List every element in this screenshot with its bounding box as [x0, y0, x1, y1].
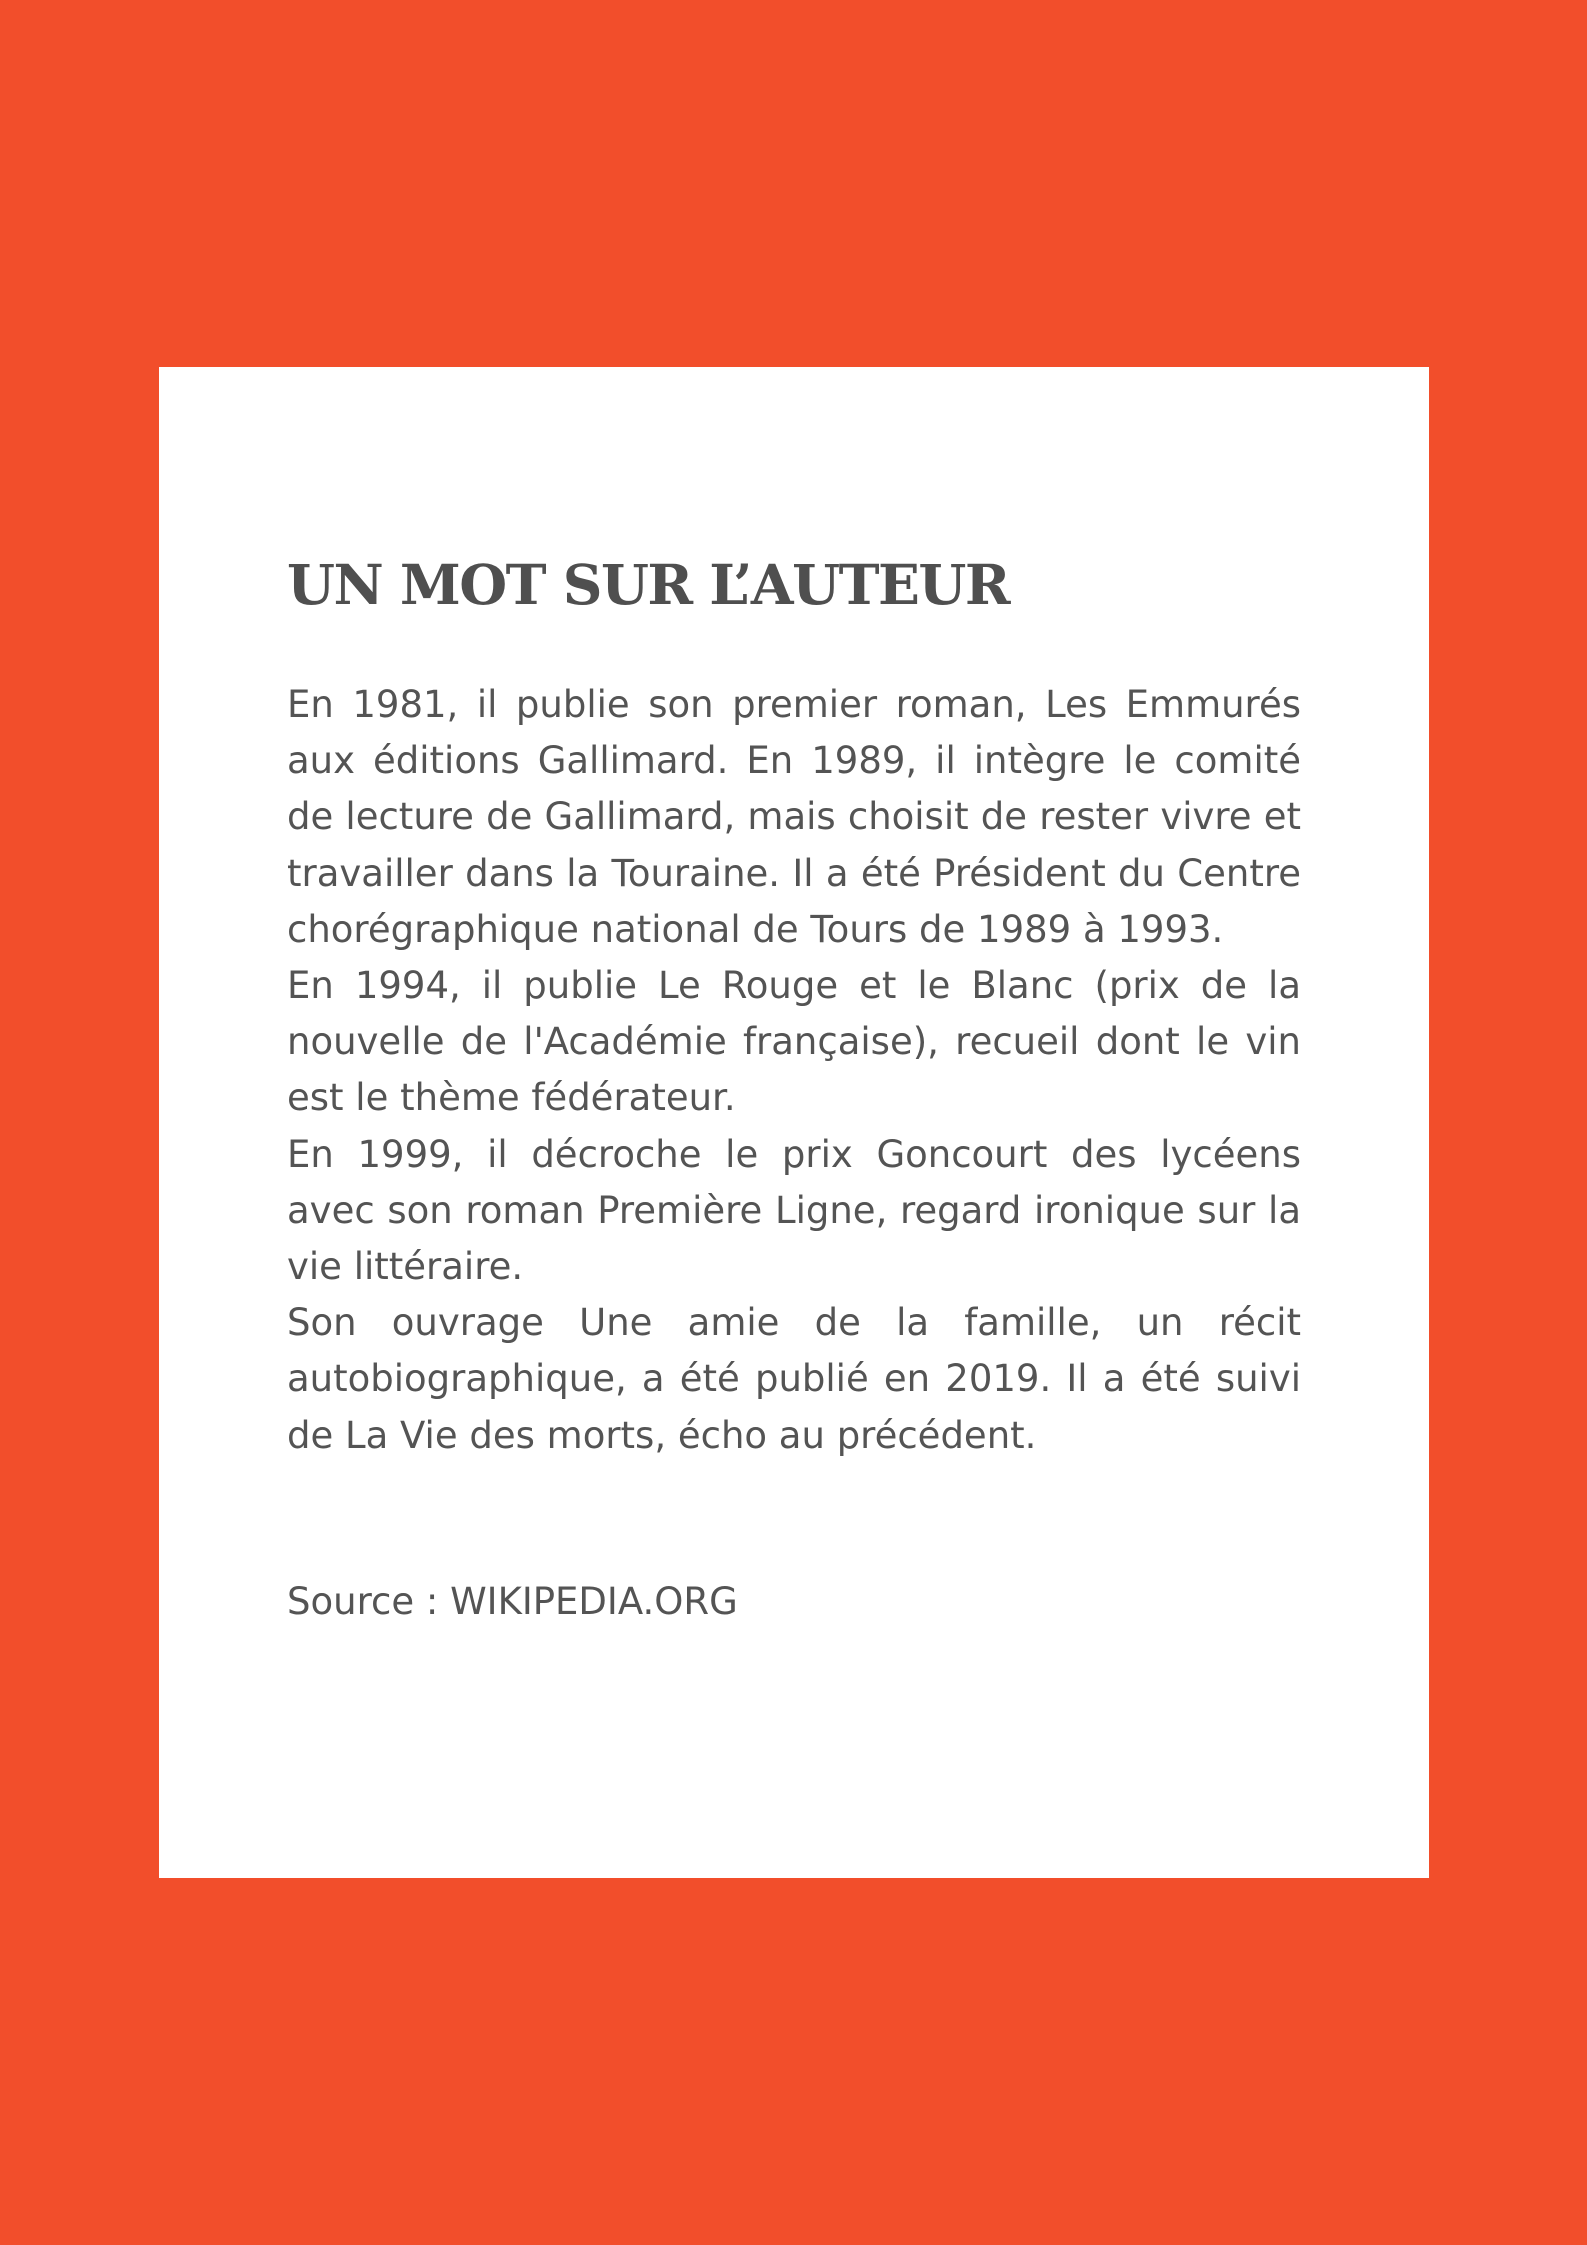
paragraph-1: En 1981, il publie son premier roman, Les Emmurés aux éditions Gallimard. En 1989, il intègre le comité de lecture de Gallimard, mais choisit de rester vivre et travailler dans la Touraine. Il a été Président du Centre chorégraphique national de Tours de 1989 à 1993. [287, 683, 1301, 951]
paragraph-2: En 1994, il publie Le Rouge et le Blanc (prix de la nouvelle de l'Académie française), recueil dont le vin est le thème fédérateur. [287, 964, 1301, 1120]
paragraph-3: En 1999, il décroche le prix Goncourt des lycéens avec son roman Première Ligne, regard ironique sur la vie littéraire. [287, 1132, 1301, 1289]
paragraph-4: Son ouvrage Une amie de la famille, un récit autobiographique, a été publié en 2019. Il a été suivi de La Vie des morts, écho au précédent. [287, 1301, 1301, 1457]
author-card [159, 367, 1429, 1878]
source-credit: Source : WIKIPEDIA.ORG [287, 1579, 738, 1623]
page-title: UN MOT SUR L’AUTEUR [287, 552, 1010, 617]
author-content [287, 552, 1301, 1630]
